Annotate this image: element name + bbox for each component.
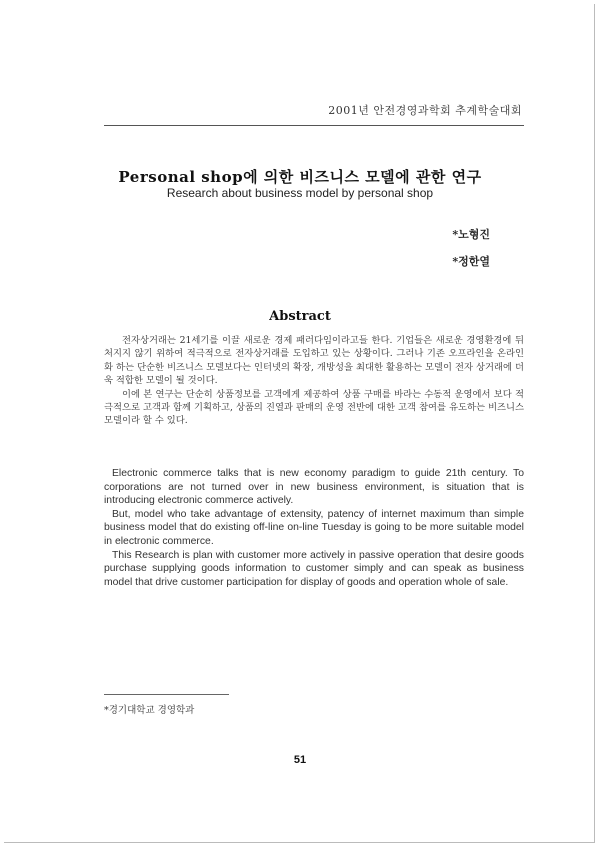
footnote-rule xyxy=(104,694,229,695)
abstract-english-paragraph-3: This Research is plan with customer more actively in passive operation that desire goods purchase supplying goods information to customer simply and can speak as business model that drive customer participation for display of goods and operation whole of sale. xyxy=(104,549,524,588)
author-2: *정한열 xyxy=(452,255,490,268)
abstract-korean-paragraph-1: 전자상거래는 21세기를 이끌 새로운 경제 패러다임이라고들 한다. 기업들은 새로운 경영환경에 뒤처지지 않기 위하여 적극적으로 전자상거래를 도입하고 있는 상황이다. 그러나 기존 오프라인을 온라인화 하는 단순한 비즈니스 모델보다는 인터넷의 확장, 개방성을 최대한 활용하는 모델이 전자 상거래에 더욱 적합한 모델이 될 것이다. xyxy=(104,335,524,387)
abstract-english-paragraph-1: Electronic commerce talks that is new economy paradigm to guide 21th century. To corporations are not turned over in new business environment, is situation that is introducing electronic commerce actively. xyxy=(104,468,524,507)
running-head: 2001년 안전경영과학회 추계학술대회 xyxy=(328,104,522,117)
header-rule xyxy=(104,125,524,126)
abstract-english xyxy=(104,467,524,589)
abstract-heading: Abstract xyxy=(269,309,331,324)
footnote-affiliation: *경기대학교 경영학과 xyxy=(104,705,195,716)
abstract-english-paragraph-2: But, model who take advantage of extensity, patency of internet maximum than simple business model that do existing off-line on-line Tuesday is going to be more suitable model in electronic commerce. xyxy=(104,508,524,547)
abstract-korean xyxy=(104,334,524,428)
abstract-korean-paragraph-2: 이에 본 연구는 단순히 상품정보를 고객에게 제공하여 상품 구매를 바라는 수동적 운영에서 보다 적극적으로 고객과 함께 기획하고, 상품의 진열과 판매의 운영 전반에 대한 고객 참여를 유도하는 비즈니스 모델이라 할 수 있다. xyxy=(104,388,524,427)
paper-title-english: Research about business model by personal shop xyxy=(166,186,434,200)
page-number: 51 xyxy=(293,754,307,766)
author-1: *노형진 xyxy=(452,228,490,241)
paper-title-korean: Personal shop에 의한 비즈니스 모델에 관한 연구 xyxy=(118,168,482,186)
